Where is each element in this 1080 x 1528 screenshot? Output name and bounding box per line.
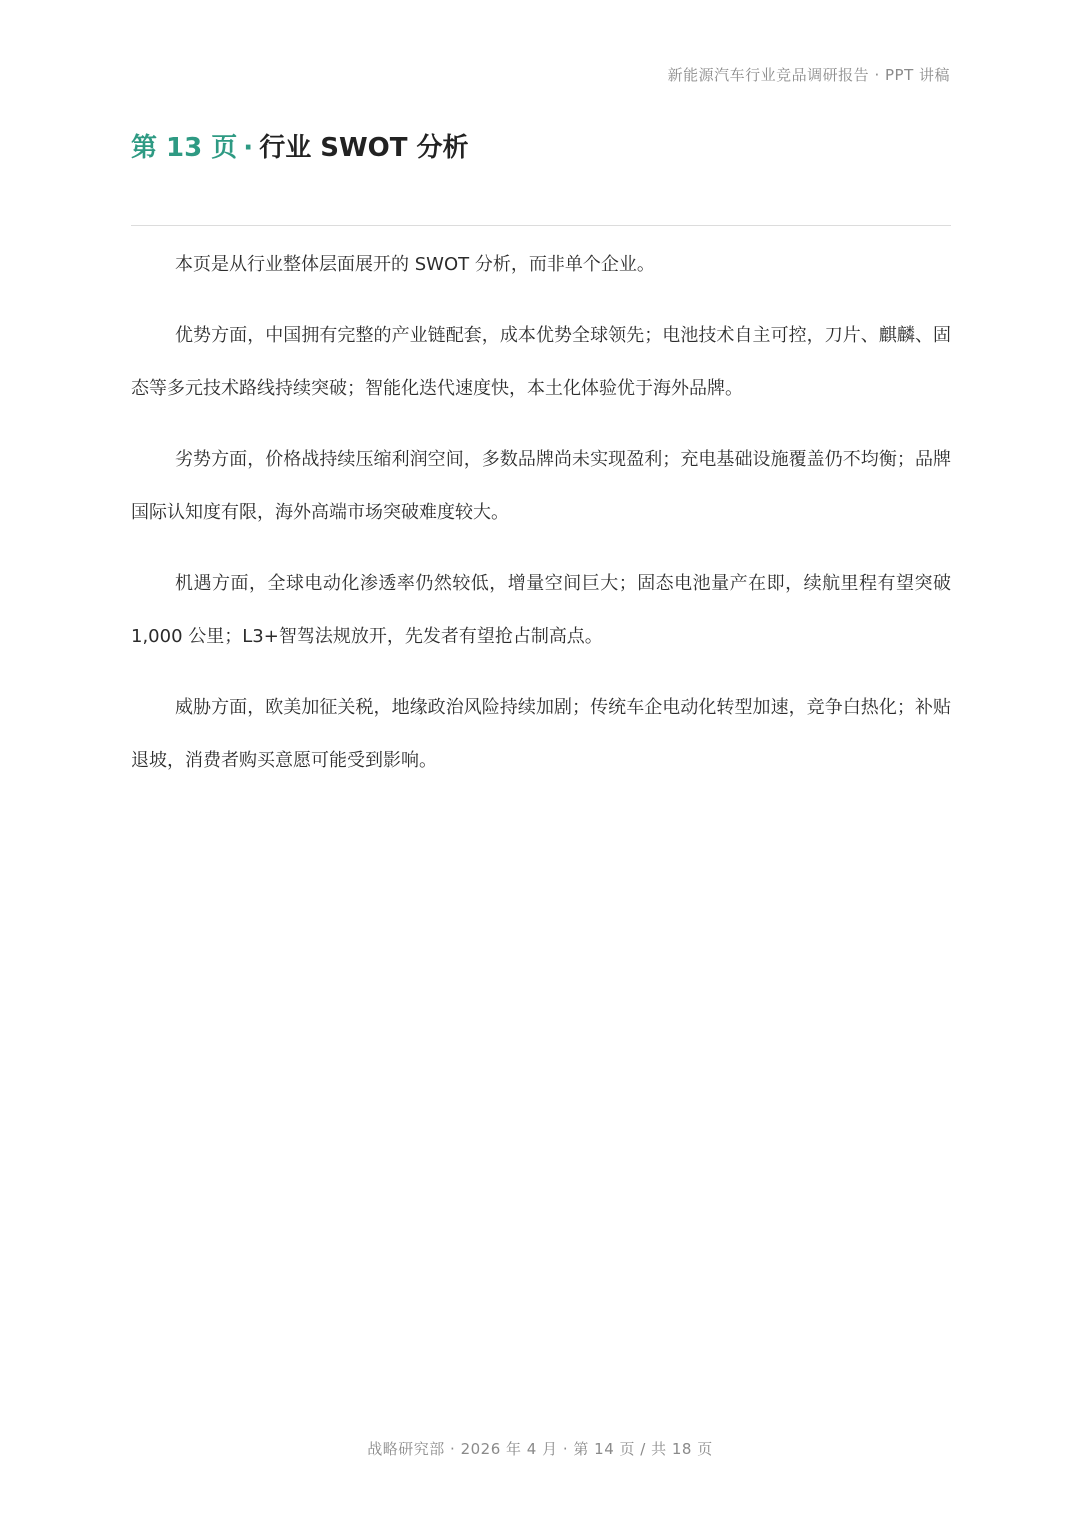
title-divider xyxy=(131,225,951,226)
paragraph-threats: 威胁方面，欧美加征关税，地缘政治风险持续加剧；传统车企电动化转型加速，竞争白热化；补贴退坡，消费者购买意愿可能受到影响。 xyxy=(131,697,951,771)
page-footer: 战略研究部 · 2026 年 4 月 · 第 14 页 / 共 18 页 xyxy=(367,1440,713,1458)
page-title xyxy=(131,128,469,168)
script-body xyxy=(131,238,951,805)
paragraph-intro: 本页是从行业整体层面展开的 SWOT 分析，而非单个企业。 xyxy=(175,254,655,275)
paragraph-opportunities: 机遇方面，全球电动化渗透率仍然较低，增量空间巨大；固态电池量产在即，续航里程有望突破 1,000 公里；L3+智驾法规放开，先发者有望抢占制高点。 xyxy=(131,573,951,647)
paragraph-strengths: 优势方面，中国拥有完整的产业链配套，成本优势全球领先；电池技术自主可控，刀片、麒麟、固态等多元技术路线持续突破；智能化迭代速度快，本土化体验优于海外品牌。 xyxy=(131,325,951,399)
document-header-meta: 新能源汽车行业竞品调研报告 · PPT 讲稿 xyxy=(667,66,950,84)
page-number-label: 第 13 页 xyxy=(131,133,238,163)
paragraph-weaknesses: 劣势方面，价格战持续压缩利润空间，多数品牌尚未实现盈利；充电基础设施覆盖仍不均衡；品牌国际认知度有限，海外高端市场突破难度较大。 xyxy=(131,449,951,523)
title-separator: · xyxy=(243,133,254,163)
section-title: 行业 SWOT 分析 xyxy=(259,133,469,163)
